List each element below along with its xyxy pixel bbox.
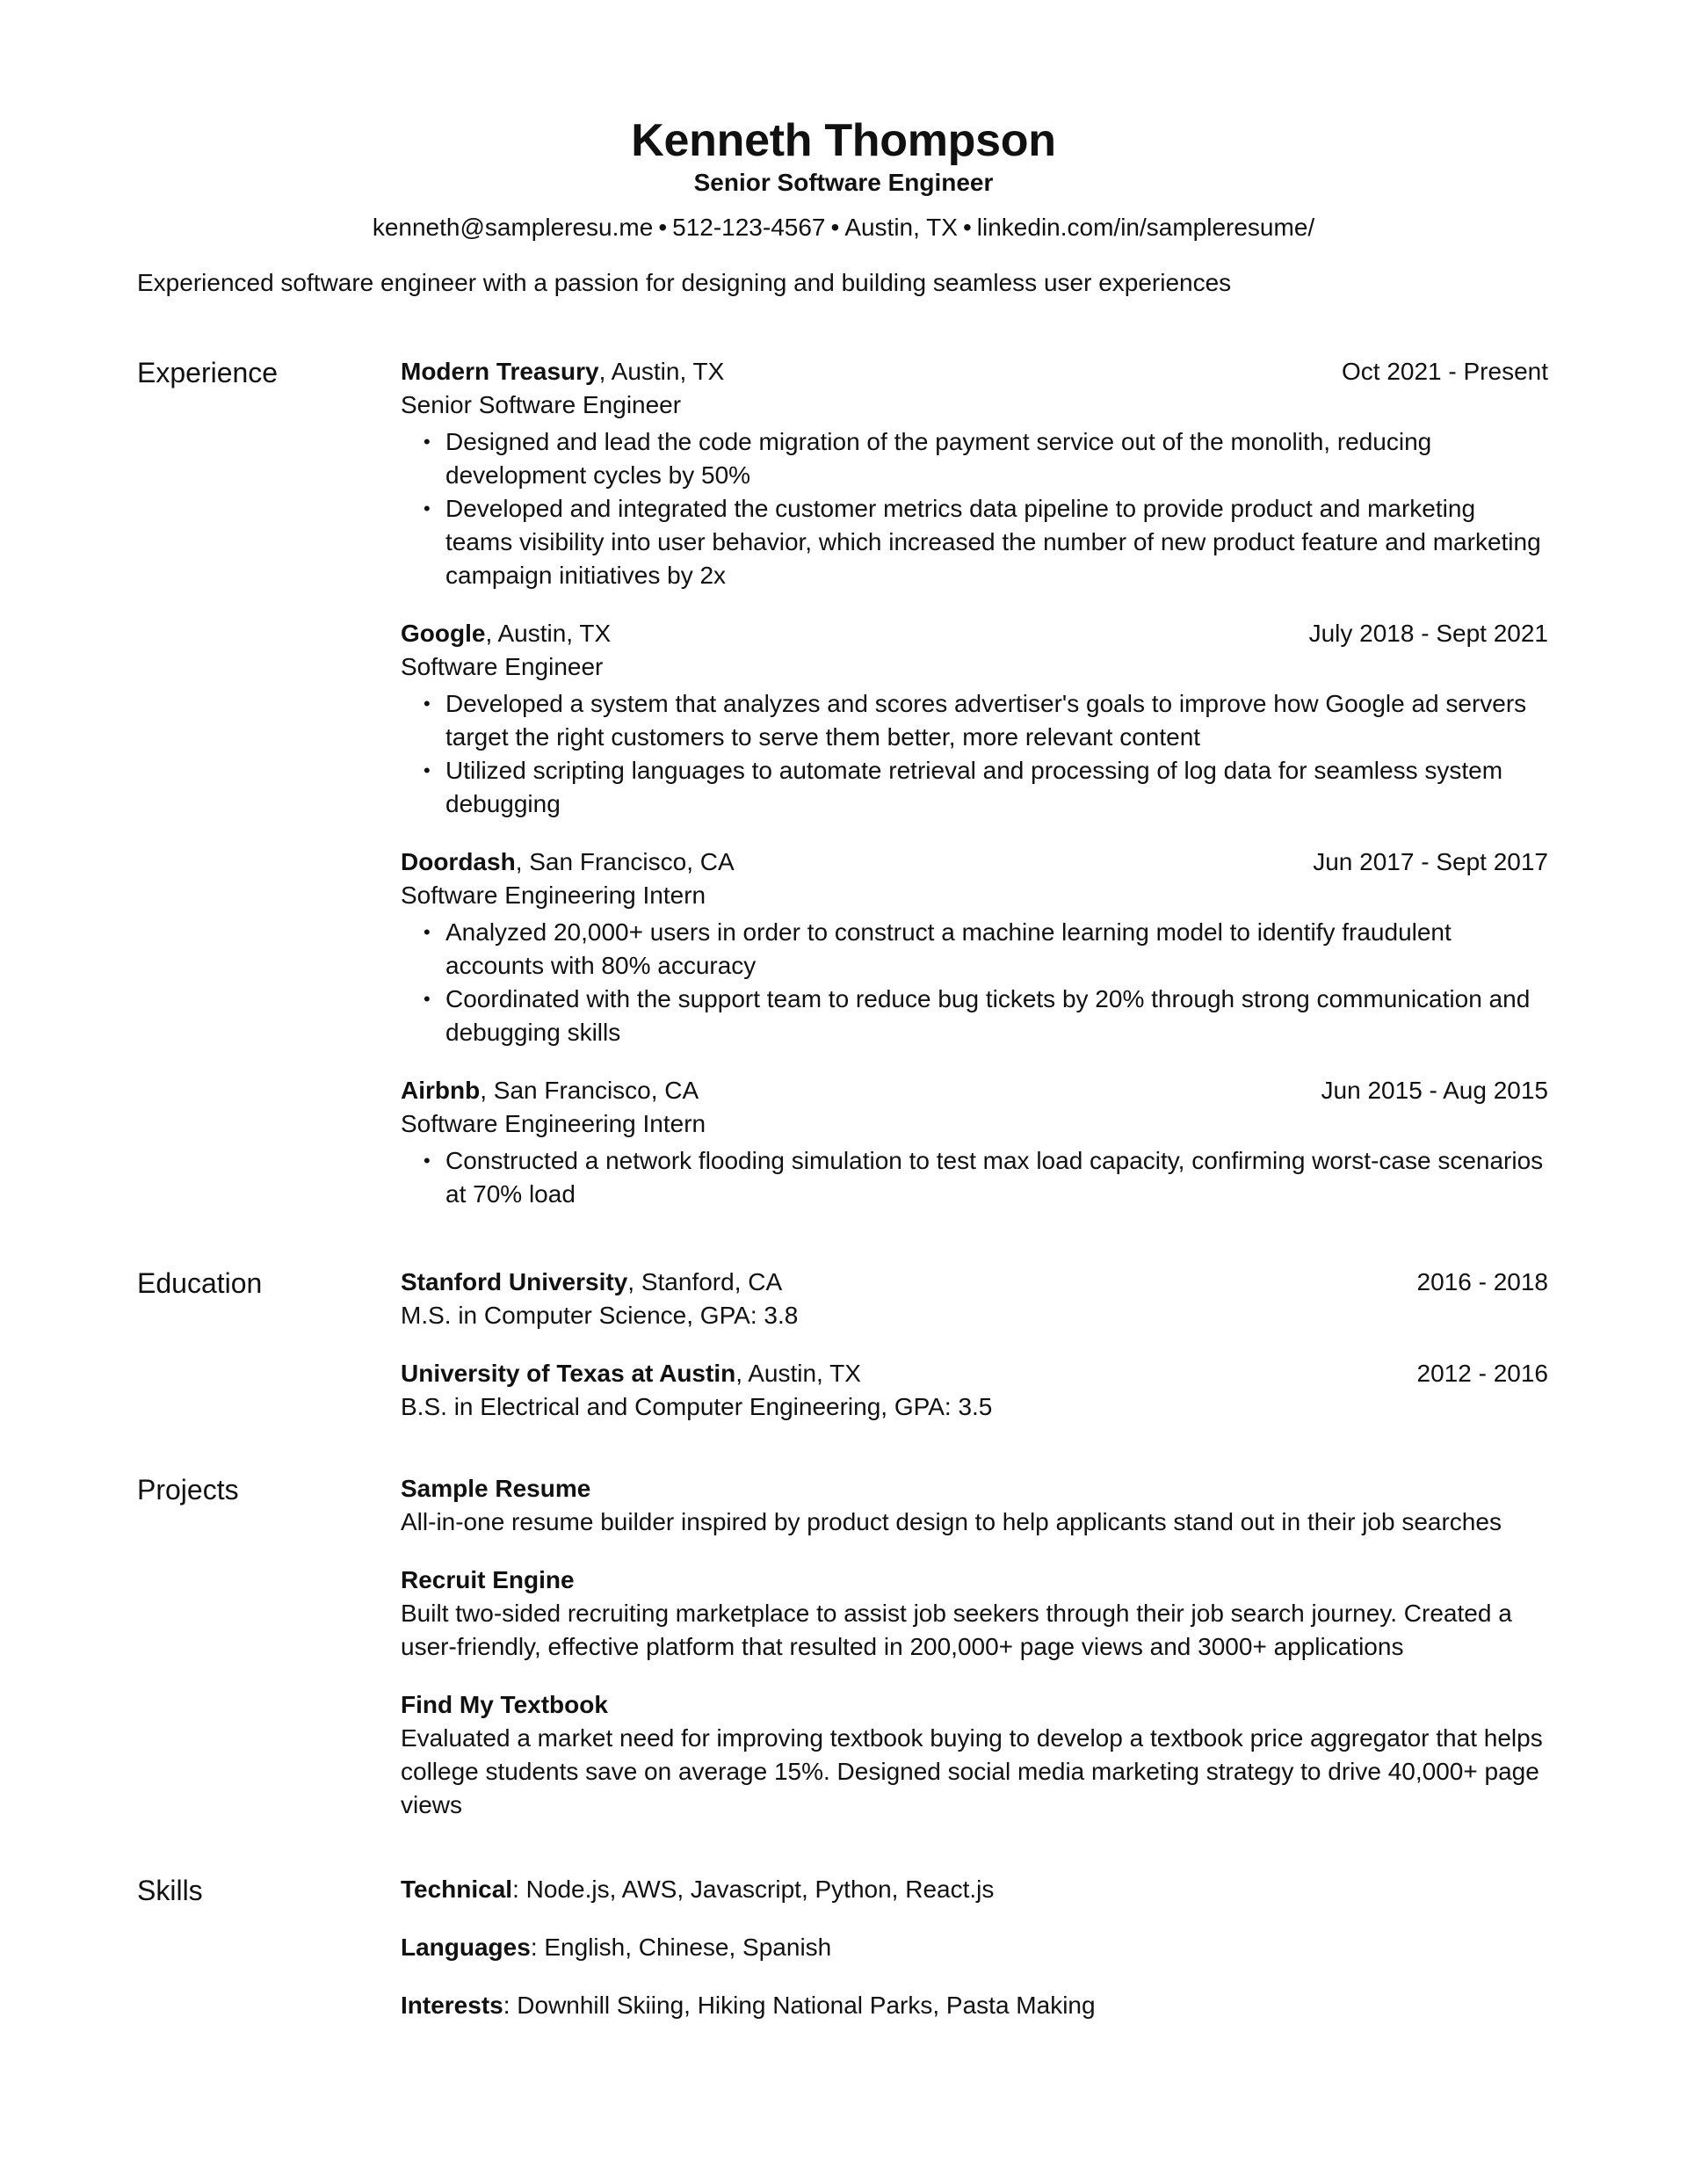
bullet-item: • Coordinated with the support team to reduce bug tickets by 20% through strong communication and debugging skills (401, 983, 1548, 1049)
section-title-experience: Experience (137, 357, 279, 388)
bullet-item: • Constructed a network flooding simulation to test max load capacity, confirming worst-case scenarios at 70% load (401, 1144, 1548, 1211)
skill-label: Technical (401, 1876, 513, 1903)
entry-dates: Oct 2021 - Present (1341, 358, 1548, 385)
company-location: , San Francisco, CA (480, 1077, 699, 1104)
skill-row (401, 1873, 1548, 1906)
skill-label: Interests (401, 1992, 503, 2019)
school-location: , Stanford, CA (627, 1268, 783, 1295)
project-description: Evaluated a market need for improving textbook buying to develop a textbook price aggregator that helps college students save on average 15%. Designed social media marketing strategy to drive 40,000+ page views (401, 1724, 1543, 1818)
bullet-list (401, 916, 1548, 1049)
education-entry (401, 1266, 1548, 1332)
company-location: , Austin, TX (485, 620, 612, 647)
entry-dates: Jun 2015 - Aug 2015 (1321, 1077, 1548, 1104)
contact-linkedin[interactable]: linkedin.com/in/sampleresume/ (976, 214, 1315, 241)
contact-email[interactable]: kenneth@sampleresu.me (372, 214, 654, 241)
skill-value: : Node.js, AWS, Javascript, Python, React.js (512, 1876, 995, 1903)
resume-headline: Senior Software Engineer (693, 169, 994, 196)
skill-row (401, 1989, 1548, 2022)
contact-location: Austin, TX (844, 214, 958, 241)
entry-org (401, 1266, 782, 1299)
contact-separator: • (658, 214, 668, 241)
project-entry (401, 1564, 1548, 1664)
entry-dates: 2016 - 2018 (1416, 1268, 1548, 1295)
resume-summary: Experienced software engineer with a passion for designing and building seamless user experiences (137, 269, 1232, 296)
experience-entry (401, 617, 1548, 821)
bullet-list (401, 1144, 1548, 1211)
entry-header (401, 1357, 1548, 1390)
project-entry (401, 1688, 1548, 1822)
company-name: Modern Treasury (401, 358, 599, 385)
skills-list (401, 1873, 1548, 2047)
education-entry (401, 1357, 1548, 1424)
contact-phone: 512-123-4567 (672, 214, 826, 241)
company-location: , San Francisco, CA (515, 848, 735, 875)
resume-name: Kenneth Thompson (631, 115, 1056, 166)
experience-entry (401, 1074, 1548, 1211)
bullet-list (401, 687, 1548, 821)
experience-list (401, 355, 1548, 1236)
entry-header (401, 1266, 1548, 1299)
job-role: Software Engineer (401, 653, 604, 680)
section-title-projects: Projects (137, 1474, 239, 1506)
degree: M.S. in Computer Science, GPA: 3.8 (401, 1302, 799, 1329)
project-entry (401, 1472, 1548, 1539)
entry-dates: July 2018 - Sept 2021 (1308, 620, 1548, 647)
experience-entry (401, 845, 1548, 1049)
bullet-item: • Developed a system that analyzes and scores advertiser's goals to improve how Google ad servers target the right customers to serve them better, more relevant content (401, 687, 1548, 754)
contact-separator: • (962, 214, 972, 241)
entry-org (401, 1357, 861, 1390)
project-name: Recruit Engine (401, 1566, 575, 1593)
entry-dates: Jun 2017 - Sept 2017 (1313, 848, 1548, 875)
projects-list (401, 1472, 1548, 1847)
bullet-item: • Developed and integrated the customer metrics data pipeline to provide product and marketing teams visibility into user behavior, which increased the number of new product feature and marketing campaign initiatives by 2x (401, 492, 1548, 592)
degree: B.S. in Electrical and Computer Engineering, GPA: 3.5 (401, 1393, 993, 1420)
company-name: Doordash (401, 848, 516, 875)
bullet-list (401, 425, 1548, 592)
skill-row (401, 1931, 1548, 1964)
contact-line (0, 211, 1687, 244)
entry-org (401, 355, 724, 388)
entry-org (401, 845, 735, 879)
school-name: University of Texas at Austin (401, 1360, 736, 1387)
entry-org (401, 617, 611, 650)
entry-dates: 2012 - 2016 (1416, 1360, 1548, 1387)
education-list (401, 1266, 1548, 1448)
skill-label: Languages (401, 1934, 531, 1961)
school-name: Stanford University (401, 1268, 628, 1295)
entry-header (401, 1074, 1548, 1107)
experience-entry (401, 355, 1548, 592)
entry-header (401, 355, 1548, 388)
project-description: All-in-one resume builder inspired by product design to help applicants stand out in their job searches (401, 1508, 1502, 1535)
bullet-item: • Analyzed 20,000+ users in order to construct a machine learning model to identify fraudulent accounts with 80% accuracy (401, 916, 1548, 983)
job-role: Senior Software Engineer (401, 391, 682, 418)
contact-separator: • (830, 214, 840, 241)
bullet-item: • Utilized scripting languages to automate retrieval and processing of log data for seamless system debugging (401, 754, 1548, 821)
company-location: , Austin, TX (598, 358, 725, 385)
section-title-skills: Skills (137, 1875, 203, 1906)
skill-value: : English, Chinese, Spanish (530, 1934, 832, 1961)
job-role: Software Engineering Intern (401, 882, 706, 909)
project-description: Built two-sided recruiting marketplace to assist job seekers through their job search journey. Created a user-friendly, effective platform that resulted in 200,000+ page views and 3000+ applications (401, 1600, 1512, 1660)
project-name: Find My Textbook (401, 1691, 608, 1718)
company-name: Airbnb (401, 1077, 481, 1104)
company-name: Google (401, 620, 486, 647)
section-title-education: Education (137, 1267, 263, 1299)
skill-value: : Downhill Skiing, Hiking National Parks, Pasta Making (503, 1992, 1096, 2019)
school-location: , Austin, TX (735, 1360, 861, 1387)
entry-org (401, 1074, 699, 1107)
entry-header (401, 845, 1548, 879)
project-name: Sample Resume (401, 1475, 591, 1502)
job-role: Software Engineering Intern (401, 1110, 706, 1137)
entry-header (401, 617, 1548, 650)
bullet-item: • Designed and lead the code migration of the payment service out of the monolith, reducing development cycles by 50% (401, 425, 1548, 492)
